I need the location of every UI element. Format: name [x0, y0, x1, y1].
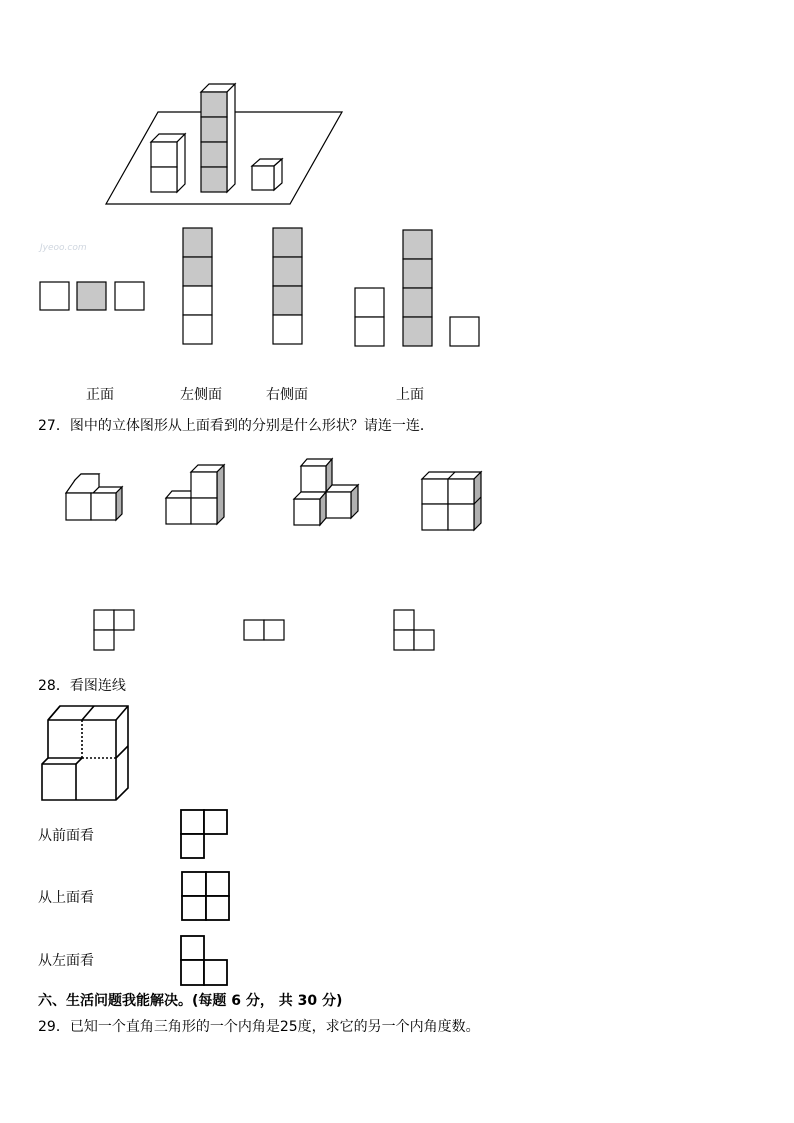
q27-solid-4: [422, 472, 481, 530]
q28-option-left: 从左面看: [38, 953, 94, 969]
front-view-squares: [40, 282, 144, 310]
label-front: 正面: [86, 387, 114, 403]
label-left-side: 左侧面: [180, 387, 222, 403]
top-view-squares: [355, 230, 479, 346]
q27-question: 27．图中的立体图形从上面看到的分别是什么形状？请连一连．: [38, 418, 434, 434]
section-6-title: 六、生活问题我能解决。(每题 6 分， 共 30 分): [38, 993, 343, 1009]
q28-option-top: 从上面看: [38, 890, 94, 906]
q28-option-front: 从前面看: [38, 828, 94, 844]
q27-solid-2: [166, 465, 224, 524]
right-side-view-squares: [273, 228, 302, 344]
label-top: 上面: [396, 387, 424, 403]
q27-shape-c: [394, 610, 434, 650]
left-side-view-squares: [183, 228, 212, 344]
single-cube: [252, 159, 282, 190]
watermark: Jyeoo.com: [40, 243, 87, 253]
q27-solid-3: [294, 459, 358, 525]
q27-solid-1: [66, 474, 122, 520]
q28-view-shape-1: [181, 810, 227, 858]
left-stack-cubes: [151, 134, 185, 192]
q28-view-shape-3: [181, 936, 227, 985]
q28-solid: [42, 706, 128, 800]
q28-question: 28．看图连线: [38, 678, 126, 694]
q27-shape-b: [244, 620, 284, 640]
tall-stack-cubes: [201, 84, 235, 192]
label-right-side: 右侧面: [266, 387, 308, 403]
q28-view-shape-2: [182, 872, 229, 920]
q29-question: 29．已知一个直角三角形的一个内角是25度，求它的另一个内角度数。: [38, 1019, 480, 1035]
q27-shape-a: [94, 610, 134, 650]
